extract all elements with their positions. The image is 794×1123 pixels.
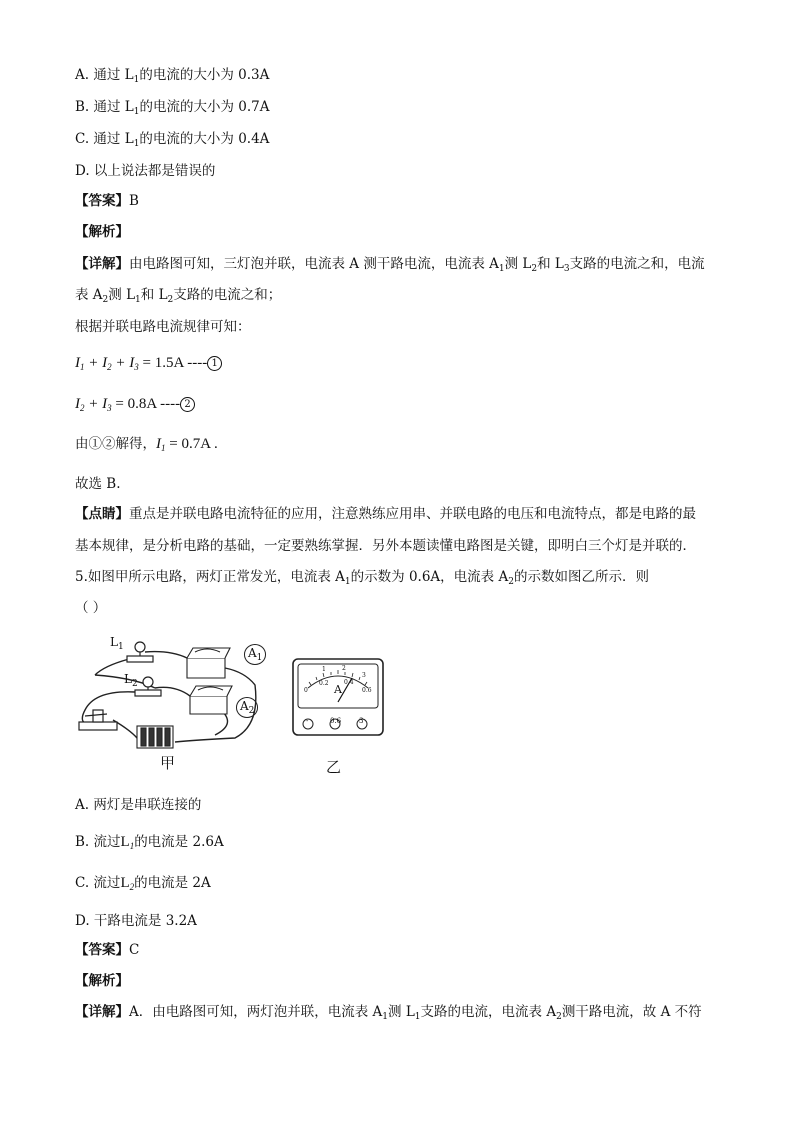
terminal-label-0.6: 0.6 [330, 717, 342, 725]
q4-answer: 【答案】B [75, 193, 139, 209]
q4-analysis-tag: 【解析】 [75, 224, 129, 240]
q5-option-c: C. 流过$L_2$的电流是 2A [75, 875, 211, 892]
q4-comment-line1: 【点睛】重点是并联电路电流特征的应用，注意熟练应用串、并联电路的电压和电流特点，都是电路的最 [75, 506, 696, 522]
caption-jia: 甲 [160, 754, 176, 772]
wire [215, 712, 228, 735]
q4-option-b: B. 通过 $L_1$的电流的大小为 0.7A [75, 99, 270, 117]
q5-option-d: D. 干路电流是 3.2A [75, 913, 197, 929]
dial-label-3: 3 [362, 672, 366, 679]
q4-detail-line1: 【详解】由电路图可知，三灯泡并联，电流表 A 测干路电流，电流表 $A_1$测 $L_2$和 $L_3$支路的电流之和，电流 [75, 256, 705, 274]
q5-option-a: A. 两灯是串联连接的 [75, 797, 202, 813]
label-A2: $A_2$ [236, 697, 258, 718]
q4-equation-1: $I_1 + I_2 + I_3 = 1.5A$ ---- 1 [75, 354, 222, 376]
dial-unit: A [334, 683, 342, 696]
label-L2: $L_2$ [124, 672, 138, 689]
q4-rule: 根据并联电路电流规律可知： [75, 319, 251, 335]
q4-solution: 由①②解得，$I_1 = 0.7A$ . [75, 436, 218, 453]
q4-option-d: D. 以上说法都是错误的 [75, 163, 216, 179]
terminal-label-3: 3 [359, 717, 364, 725]
q4-option-c: C. 通过 $L_1$的电流的大小为 0.4A [75, 131, 270, 149]
lamp-L2 [135, 677, 161, 696]
q5-stem-line1: 5.如图甲所示电路，两灯正常发光，电流表 $A_1$的示数为 0.6A，电流表 $A_2$的示数如图乙所示．则 [75, 569, 649, 587]
wire [82, 692, 135, 725]
switch [79, 710, 117, 730]
dial-label-0.6: 0.6 [362, 687, 372, 694]
dial-label-0.4: 0.4 [344, 679, 354, 686]
q4-detail-line2: 表 $A_2$测 $L_1$和 $L_2$支路的电流之和； [75, 287, 282, 305]
ammeter-A1 [187, 648, 230, 678]
q5-option-b: B. 流过$L_1$的电流是 2.6A [75, 834, 224, 851]
terminal-label-neg: - [306, 717, 309, 725]
q4-choose: 故选 B. [75, 476, 121, 492]
label-L1: $L_1$ [110, 635, 124, 652]
caption-yi: 乙 [326, 758, 342, 776]
q4-option-a: A. 通过 $L_1$的电流的大小为 0.3A [75, 67, 270, 85]
dial-label-0: 0 [304, 687, 308, 694]
dial-label-1: 1 [322, 666, 326, 673]
battery [137, 726, 173, 748]
q5-stem-line2: （ ） [75, 600, 107, 616]
dial-label-2: 2 [342, 665, 346, 672]
label-A1: $A_1$ [244, 644, 266, 665]
q4-equation-2: $I_2 + I_3 = 0.8A$ ---- 2 [75, 395, 195, 417]
ammeter-A2 [190, 686, 232, 714]
q5-answer: 【答案】C [75, 942, 140, 958]
q5-analysis-tag: 【解析】 [75, 973, 129, 989]
q5-detail-line1: 【详解】A．由电路图可知，两灯泡并联，电流表 $A_1$测 $L_1$支路的电流，电流表 $A_2$测干路电流，故 A 不符 [75, 1004, 702, 1022]
q4-comment-line2: 基本规律，是分析电路的基础，一定要熟练掌握．另外本题读懂电路图是关键，即明白三个灯是并联的． [75, 538, 696, 554]
dial-label-0.2: 0.2 [319, 680, 329, 687]
